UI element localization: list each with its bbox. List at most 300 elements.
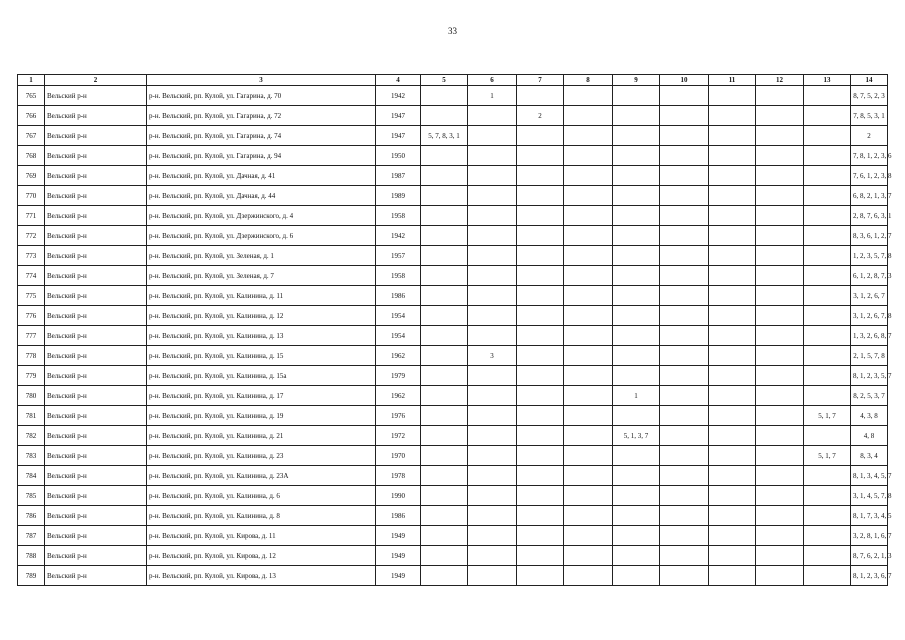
cell-col-14: 4, 3, 8 [851, 406, 888, 426]
cell-district: Вельский р-н [45, 526, 147, 546]
cell-col-6: 1 [468, 86, 517, 106]
cell-col-8 [564, 326, 613, 346]
cell-col-8 [564, 246, 613, 266]
cell-col-5 [421, 446, 468, 466]
cell-col-12 [756, 146, 804, 166]
cell-district: Вельский р-н [45, 466, 147, 486]
cell-year: 1947 [376, 126, 421, 146]
table-row [18, 86, 888, 106]
cell-col-6: 3 [468, 346, 517, 366]
cell-col-10 [660, 426, 709, 446]
cell-col-9 [613, 346, 660, 366]
cell-year: 1954 [376, 306, 421, 326]
cell-col-9 [613, 326, 660, 346]
cell-col-8 [564, 426, 613, 446]
column-header-9: 9 [613, 75, 660, 86]
cell-col-9 [613, 146, 660, 166]
cell-col-10 [660, 306, 709, 326]
cell-col-9 [613, 406, 660, 426]
cell-col-13 [804, 106, 851, 126]
cell-col-6 [468, 266, 517, 286]
table-row [18, 186, 888, 206]
cell-year: 1942 [376, 86, 421, 106]
cell-address: р-н. Вельский, рп. Кулой, ул. Кирова, д. 11 [147, 526, 376, 546]
cell-col-6 [468, 146, 517, 166]
cell-col-6 [468, 166, 517, 186]
cell-col-13 [804, 86, 851, 106]
cell-col-9 [613, 306, 660, 326]
cell-col-7 [517, 386, 564, 406]
cell-col-7 [517, 146, 564, 166]
cell-col-5 [421, 346, 468, 366]
cell-col-10 [660, 186, 709, 206]
cell-col-12 [756, 566, 804, 586]
cell-col-6 [468, 406, 517, 426]
cell-col-14: 3, 1, 4, 5, 7, 8 [851, 486, 888, 506]
cell-col-10 [660, 446, 709, 466]
cell-col-12 [756, 386, 804, 406]
table-row [18, 466, 888, 486]
cell-year: 1949 [376, 566, 421, 586]
cell-col-8 [564, 226, 613, 246]
cell-col-5 [421, 526, 468, 546]
cell-col-6 [468, 486, 517, 506]
cell-address: р-н. Вельский, рп. Кулой, ул. Дзержинского, д. 4 [147, 206, 376, 226]
column-header-11: 11 [709, 75, 756, 86]
cell-col-14: 3, 2, 8, 1, 6, 7 [851, 526, 888, 546]
cell-col-12 [756, 426, 804, 446]
cell-col-14: 8, 7, 5, 2, 3 [851, 86, 888, 106]
cell-district: Вельский р-н [45, 406, 147, 426]
cell-col-8 [564, 206, 613, 226]
cell-col-14: 7, 8, 5, 3, 1 [851, 106, 888, 126]
cell-col-6 [468, 326, 517, 346]
cell-col-8 [564, 526, 613, 546]
cell-col-14: 6, 1, 2, 8, 7, 3 [851, 266, 888, 286]
cell-col-9 [613, 166, 660, 186]
cell-col-10 [660, 286, 709, 306]
cell-col-6 [468, 206, 517, 226]
cell-row-number: 782 [18, 426, 45, 446]
cell-col-7 [517, 246, 564, 266]
cell-col-10 [660, 566, 709, 586]
cell-col-7 [517, 366, 564, 386]
cell-col-13 [804, 166, 851, 186]
cell-col-13 [804, 466, 851, 486]
cell-col-13 [804, 266, 851, 286]
cell-district: Вельский р-н [45, 386, 147, 406]
cell-col-11 [709, 266, 756, 286]
cell-district: Вельский р-н [45, 446, 147, 466]
cell-district: Вельский р-н [45, 106, 147, 126]
cell-col-6 [468, 386, 517, 406]
column-header-4: 4 [376, 75, 421, 86]
cell-district: Вельский р-н [45, 326, 147, 346]
cell-col-13 [804, 366, 851, 386]
cell-col-9 [613, 546, 660, 566]
cell-col-6 [468, 106, 517, 126]
cell-col-13 [804, 486, 851, 506]
cell-col-5 [421, 306, 468, 326]
cell-col-10 [660, 526, 709, 546]
cell-col-8 [564, 126, 613, 146]
cell-col-7 [517, 226, 564, 246]
cell-col-11 [709, 166, 756, 186]
cell-col-6 [468, 126, 517, 146]
cell-col-5 [421, 506, 468, 526]
cell-col-5 [421, 326, 468, 346]
cell-col-8 [564, 286, 613, 306]
cell-year: 1942 [376, 226, 421, 246]
cell-district: Вельский р-н [45, 226, 147, 246]
cell-col-7 [517, 306, 564, 326]
cell-address: р-н. Вельский, рп. Кулой, ул. Дачная, д. 41 [147, 166, 376, 186]
cell-col-12 [756, 306, 804, 326]
cell-col-13 [804, 126, 851, 146]
cell-col-5 [421, 86, 468, 106]
cell-col-10 [660, 126, 709, 146]
cell-col-10 [660, 506, 709, 526]
cell-col-12 [756, 506, 804, 526]
cell-col-6 [468, 506, 517, 526]
cell-year: 1986 [376, 286, 421, 306]
cell-col-10 [660, 226, 709, 246]
cell-col-7: 2 [517, 106, 564, 126]
column-header-2: 2 [45, 75, 147, 86]
cell-col-7 [517, 406, 564, 426]
table-row [18, 306, 888, 326]
cell-district: Вельский р-н [45, 506, 147, 526]
cell-col-11 [709, 146, 756, 166]
cell-district: Вельский р-н [45, 566, 147, 586]
cell-year: 1954 [376, 326, 421, 346]
cell-col-12 [756, 286, 804, 306]
column-header-6: 6 [468, 75, 517, 86]
cell-col-13 [804, 286, 851, 306]
cell-district: Вельский р-н [45, 166, 147, 186]
cell-col-6 [468, 226, 517, 246]
cell-row-number: 770 [18, 186, 45, 206]
cell-col-11 [709, 406, 756, 426]
cell-col-14: 8, 1, 2, 3, 5, 7 [851, 366, 888, 386]
cell-col-5 [421, 486, 468, 506]
cell-address: р-н. Вельский, рп. Кулой, ул. Калинина, д. 15а [147, 366, 376, 386]
cell-col-5 [421, 546, 468, 566]
cell-col-9 [613, 246, 660, 266]
cell-address: р-н. Вельский, рп. Кулой, ул. Калинина, д. 23 [147, 446, 376, 466]
cell-row-number: 787 [18, 526, 45, 546]
cell-row-number: 778 [18, 346, 45, 366]
cell-row-number: 772 [18, 226, 45, 246]
cell-col-11 [709, 226, 756, 246]
cell-col-13 [804, 566, 851, 586]
cell-col-13 [804, 206, 851, 226]
cell-address: р-н. Вельский, рп. Кулой, ул. Гагарина, д. 94 [147, 146, 376, 166]
cell-year: 1976 [376, 406, 421, 426]
cell-col-13 [804, 346, 851, 366]
cell-address: р-н. Вельский, рп. Кулой, ул. Калинина, д. 15 [147, 346, 376, 366]
cell-col-9 [613, 86, 660, 106]
cell-col-5 [421, 186, 468, 206]
cell-row-number: 776 [18, 306, 45, 326]
cell-col-14: 8, 3, 4 [851, 446, 888, 466]
table-row [18, 146, 888, 166]
cell-col-9 [613, 526, 660, 546]
cell-year: 1978 [376, 466, 421, 486]
cell-col-13 [804, 506, 851, 526]
cell-col-7 [517, 506, 564, 526]
cell-year: 1979 [376, 366, 421, 386]
cell-col-14: 8, 7, 6, 2, 1, 3 [851, 546, 888, 566]
cell-col-11 [709, 306, 756, 326]
cell-row-number: 771 [18, 206, 45, 226]
table-row [18, 386, 888, 406]
cell-col-12 [756, 346, 804, 366]
table-row [18, 486, 888, 506]
cell-col-12 [756, 466, 804, 486]
column-header-14: 14 [851, 75, 888, 86]
cell-year: 1957 [376, 246, 421, 266]
cell-col-7 [517, 486, 564, 506]
cell-col-9 [613, 266, 660, 286]
cell-row-number: 784 [18, 466, 45, 486]
cell-col-11 [709, 466, 756, 486]
cell-address: р-н. Вельский, рп. Кулой, ул. Дачная, д. 44 [147, 186, 376, 206]
cell-col-9 [613, 446, 660, 466]
cell-col-13 [804, 186, 851, 206]
cell-col-7 [517, 446, 564, 466]
cell-col-10 [660, 86, 709, 106]
cell-col-7 [517, 126, 564, 146]
cell-col-9 [613, 226, 660, 246]
cell-col-11 [709, 246, 756, 266]
cell-col-11 [709, 126, 756, 146]
cell-year: 1970 [376, 446, 421, 466]
cell-col-11 [709, 106, 756, 126]
cell-year: 1986 [376, 506, 421, 526]
cell-district: Вельский р-н [45, 306, 147, 326]
cell-col-8 [564, 466, 613, 486]
cell-col-11 [709, 366, 756, 386]
table-row [18, 566, 888, 586]
cell-col-8 [564, 406, 613, 426]
cell-col-9: 5, 1, 3, 7 [613, 426, 660, 446]
cell-col-12 [756, 226, 804, 246]
cell-row-number: 774 [18, 266, 45, 286]
cell-col-8 [564, 86, 613, 106]
cell-col-7 [517, 566, 564, 586]
cell-col-14: 2, 1, 5, 7, 8 [851, 346, 888, 366]
cell-col-10 [660, 206, 709, 226]
cell-year: 1949 [376, 546, 421, 566]
cell-year: 1950 [376, 146, 421, 166]
cell-col-5 [421, 206, 468, 226]
cell-col-7 [517, 266, 564, 286]
cell-col-5 [421, 166, 468, 186]
cell-address: р-н. Вельский, рп. Кулой, ул. Зеленая, д. 1 [147, 246, 376, 266]
cell-row-number: 768 [18, 146, 45, 166]
cell-col-5 [421, 426, 468, 446]
cell-district: Вельский р-н [45, 246, 147, 266]
cell-col-14: 8, 2, 5, 3, 7 [851, 386, 888, 406]
cell-col-11 [709, 566, 756, 586]
cell-col-5 [421, 146, 468, 166]
cell-col-5: 5, 7, 8, 3, 1 [421, 126, 468, 146]
cell-district: Вельский р-н [45, 86, 147, 106]
cell-col-7 [517, 426, 564, 446]
table-row [18, 166, 888, 186]
cell-col-9 [613, 366, 660, 386]
cell-col-10 [660, 486, 709, 506]
table-row [18, 446, 888, 466]
cell-year: 1949 [376, 526, 421, 546]
cell-address: р-н. Вельский, рп. Кулой, ул. Калинина, д. 21 [147, 426, 376, 446]
cell-year: 1972 [376, 426, 421, 446]
cell-col-13: 5, 1, 7 [804, 406, 851, 426]
cell-row-number: 773 [18, 246, 45, 266]
cell-address: р-н. Вельский, рп. Кулой, ул. Калинина, д. 19 [147, 406, 376, 426]
cell-district: Вельский р-н [45, 286, 147, 306]
cell-col-9 [613, 566, 660, 586]
cell-address: р-н. Вельский, рп. Кулой, ул. Кирова, д. 12 [147, 546, 376, 566]
cell-col-5 [421, 106, 468, 126]
cell-col-5 [421, 566, 468, 586]
cell-row-number: 785 [18, 486, 45, 506]
cell-col-14: 4, 8 [851, 426, 888, 446]
table-row [18, 246, 888, 266]
cell-col-14: 8, 1, 2, 3, 6, 7 [851, 566, 888, 586]
cell-row-number: 766 [18, 106, 45, 126]
cell-col-8 [564, 446, 613, 466]
cell-col-5 [421, 366, 468, 386]
cell-address: р-н. Вельский, рп. Кулой, ул. Калинина, д. 12 [147, 306, 376, 326]
page-number: 33 [448, 26, 457, 36]
cell-district: Вельский р-н [45, 266, 147, 286]
cell-col-10 [660, 546, 709, 566]
cell-col-5 [421, 406, 468, 426]
cell-col-10 [660, 366, 709, 386]
cell-col-10 [660, 466, 709, 486]
cell-col-14: 2 [851, 126, 888, 146]
cell-col-9 [613, 186, 660, 206]
cell-col-5 [421, 226, 468, 246]
cell-col-12 [756, 546, 804, 566]
cell-district: Вельский р-н [45, 186, 147, 206]
cell-address: р-н. Вельский, рп. Кулой, ул. Калинина, д. 17 [147, 386, 376, 406]
cell-row-number: 780 [18, 386, 45, 406]
cell-col-14: 1, 3, 2, 6, 8, 7 [851, 326, 888, 346]
cell-col-14: 8, 3, 6, 1, 2, 7 [851, 226, 888, 246]
cell-col-12 [756, 246, 804, 266]
cell-col-7 [517, 186, 564, 206]
data-table [17, 74, 892, 586]
cell-address: р-н. Вельский, рп. Кулой, ул. Гагарина, д. 74 [147, 126, 376, 146]
cell-col-5 [421, 266, 468, 286]
table-row [18, 206, 888, 226]
cell-col-11 [709, 486, 756, 506]
cell-col-8 [564, 266, 613, 286]
cell-year: 1947 [376, 106, 421, 126]
cell-col-12 [756, 166, 804, 186]
table-row [18, 426, 888, 446]
cell-col-14: 8, 1, 7, 3, 4, 5 [851, 506, 888, 526]
table-row [18, 346, 888, 366]
cell-col-8 [564, 186, 613, 206]
cell-col-8 [564, 486, 613, 506]
cell-col-11 [709, 526, 756, 546]
cell-col-13 [804, 426, 851, 446]
cell-col-14: 1, 2, 3, 5, 7, 8 [851, 246, 888, 266]
cell-row-number: 779 [18, 366, 45, 386]
cell-year: 1958 [376, 206, 421, 226]
cell-district: Вельский р-н [45, 206, 147, 226]
cell-col-10 [660, 106, 709, 126]
table-row [18, 406, 888, 426]
cell-col-8 [564, 386, 613, 406]
cell-col-10 [660, 346, 709, 366]
cell-col-6 [468, 546, 517, 566]
table-row [18, 526, 888, 546]
cell-col-12 [756, 486, 804, 506]
cell-col-7 [517, 326, 564, 346]
cell-col-12 [756, 406, 804, 426]
cell-col-6 [468, 366, 517, 386]
cell-col-12 [756, 266, 804, 286]
cell-col-6 [468, 526, 517, 546]
cell-col-11 [709, 206, 756, 226]
cell-col-8 [564, 546, 613, 566]
table-header-row [18, 75, 888, 86]
cell-col-12 [756, 326, 804, 346]
cell-col-12 [756, 526, 804, 546]
column-header-3: 3 [147, 75, 376, 86]
cell-col-13 [804, 386, 851, 406]
cell-col-6 [468, 466, 517, 486]
cell-year: 1989 [376, 186, 421, 206]
cell-address: р-н. Вельский, рп. Кулой, ул. Дзержинского, д. 6 [147, 226, 376, 246]
cell-col-10 [660, 246, 709, 266]
table-row [18, 366, 888, 386]
cell-row-number: 777 [18, 326, 45, 346]
cell-col-8 [564, 106, 613, 126]
cell-col-5 [421, 286, 468, 306]
cell-col-6 [468, 446, 517, 466]
cell-col-13: 5, 1, 7 [804, 446, 851, 466]
cell-district: Вельский р-н [45, 126, 147, 146]
table-row [18, 506, 888, 526]
cell-col-7 [517, 86, 564, 106]
cell-col-9: 1 [613, 386, 660, 406]
cell-col-9 [613, 206, 660, 226]
cell-col-10 [660, 166, 709, 186]
cell-col-13 [804, 326, 851, 346]
column-header-13: 13 [804, 75, 851, 86]
cell-row-number: 775 [18, 286, 45, 306]
cell-col-9 [613, 466, 660, 486]
cell-col-11 [709, 546, 756, 566]
cell-col-11 [709, 86, 756, 106]
cell-col-11 [709, 426, 756, 446]
cell-col-6 [468, 306, 517, 326]
cell-col-5 [421, 386, 468, 406]
cell-address: р-н. Вельский, рп. Кулой, ул. Калинина, д. 6 [147, 486, 376, 506]
cell-col-6 [468, 426, 517, 446]
cell-col-13 [804, 246, 851, 266]
cell-address: р-н. Вельский, рп. Кулой, ул. Гагарина, д. 70 [147, 86, 376, 106]
cell-col-9 [613, 126, 660, 146]
cell-address: р-н. Вельский, рп. Кулой, ул. Калинина, д. 13 [147, 326, 376, 346]
cell-col-12 [756, 446, 804, 466]
